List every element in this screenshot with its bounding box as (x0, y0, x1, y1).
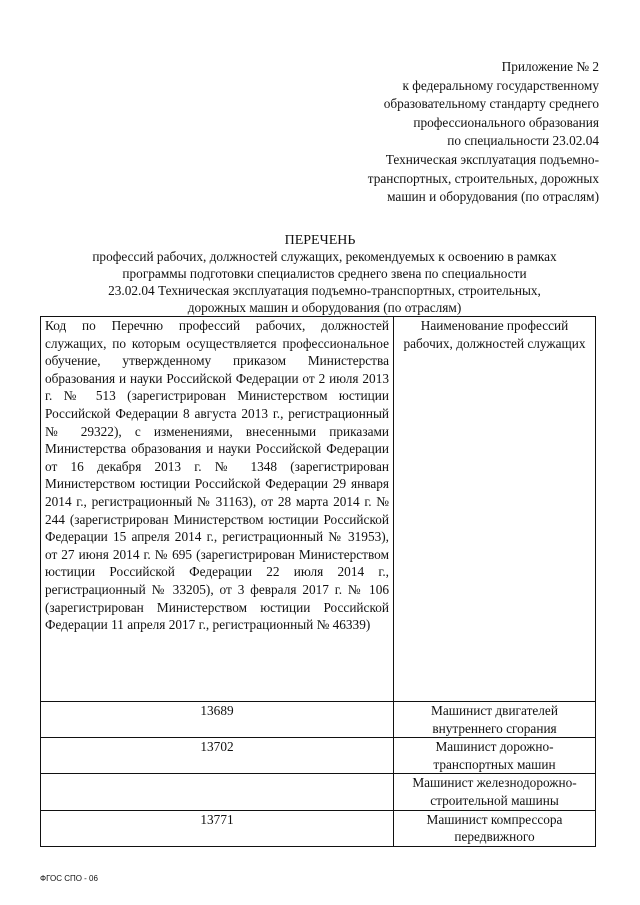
table-row (41, 738, 596, 774)
appendix-line: профессионального образования (413, 114, 599, 130)
appendix-line: образовательному стандарту среднего (383, 96, 599, 112)
profession-name: Машинист компрессора передвижного (394, 810, 596, 846)
subtitle-line: программы подготовки специалистов среднего звена по специальности (122, 266, 527, 281)
table-row (41, 702, 596, 738)
appendix-line: к федеральному государственному (402, 77, 599, 93)
table-header-row (41, 317, 596, 702)
table-row (41, 774, 596, 810)
appendix-header (319, 58, 599, 207)
appendix-line: по специальности 23.02.04 (447, 133, 599, 149)
profession-code (41, 774, 394, 810)
profession-name: Машинист дорожно-транспортных машин (394, 738, 596, 774)
appendix-line: Приложение № 2 (501, 59, 599, 74)
appendix-line: машин и оборудования (по отраслям) (387, 189, 599, 205)
profession-name: Машинист двигателей внутреннего сгорания (394, 702, 596, 738)
professions-table (40, 316, 596, 847)
page-footer: ФГОС СПО - 06 (40, 874, 98, 883)
profession-code: 13702 (41, 738, 394, 774)
profession-code: 13771 (41, 810, 394, 846)
document-title: ПЕРЕЧЕНЬ (284, 233, 356, 248)
appendix-line: Техническая эксплуатация подъемно- (385, 151, 599, 167)
appendix-line: транспортных, строительных, дорожных (367, 170, 599, 186)
profession-name: Машинист железнодорожно-строительной машины (394, 774, 596, 810)
document-subtitle (52, 248, 597, 316)
header-name: Наименование профессий рабочих, должностей служащих (394, 317, 596, 702)
subtitle-line: 23.02.04 Техническая эксплуатация подъемно-транспортных, строительных, (108, 283, 541, 298)
subtitle-line: дорожных машин и оборудования (по отраслям) (187, 300, 462, 315)
profession-code: 13689 (41, 702, 394, 738)
table-row (41, 810, 596, 846)
subtitle-line: профессий рабочих, должностей служащих, рекомендуемых к освоению в рамках (92, 249, 557, 264)
header-code: Код по Перечню профессий рабочих, должностей служащих, по которым осуществляется профессиональное обучение, утвержденному приказом Министерства образования и науки Российской Федерации от 2 июля 2013 г. № 513 (зарегистрирован Министерством юстиции Российской Федерации 8 августа 2013 г., регистрационный № 29322), с изменениями, внесенными приказами Министерства образования и науки Российской Федерации от 16 декабря 2013 г. № 1348 (зарегистрирован Министерством юстиции Российской Федерации 29 января 2014 г., регистрационный № 31163), от 28 марта 2014 г. № 244 (зарегистрирован Министерством юстиции Российской Федерации 15 апреля 2014 г., регистрационный № 31953), от 27 июня 2014 г. № 695 (зарегистрирован Министерством юстиции Российской Федерации 22 июля 2014 г., регистрационный № 33205), от 3 февраля 2017 г. № 106 (зарегистрирован Министерством юстиции Российской Федерации 11 апреля 2017 г., регистрационный № 46339) (41, 317, 394, 702)
